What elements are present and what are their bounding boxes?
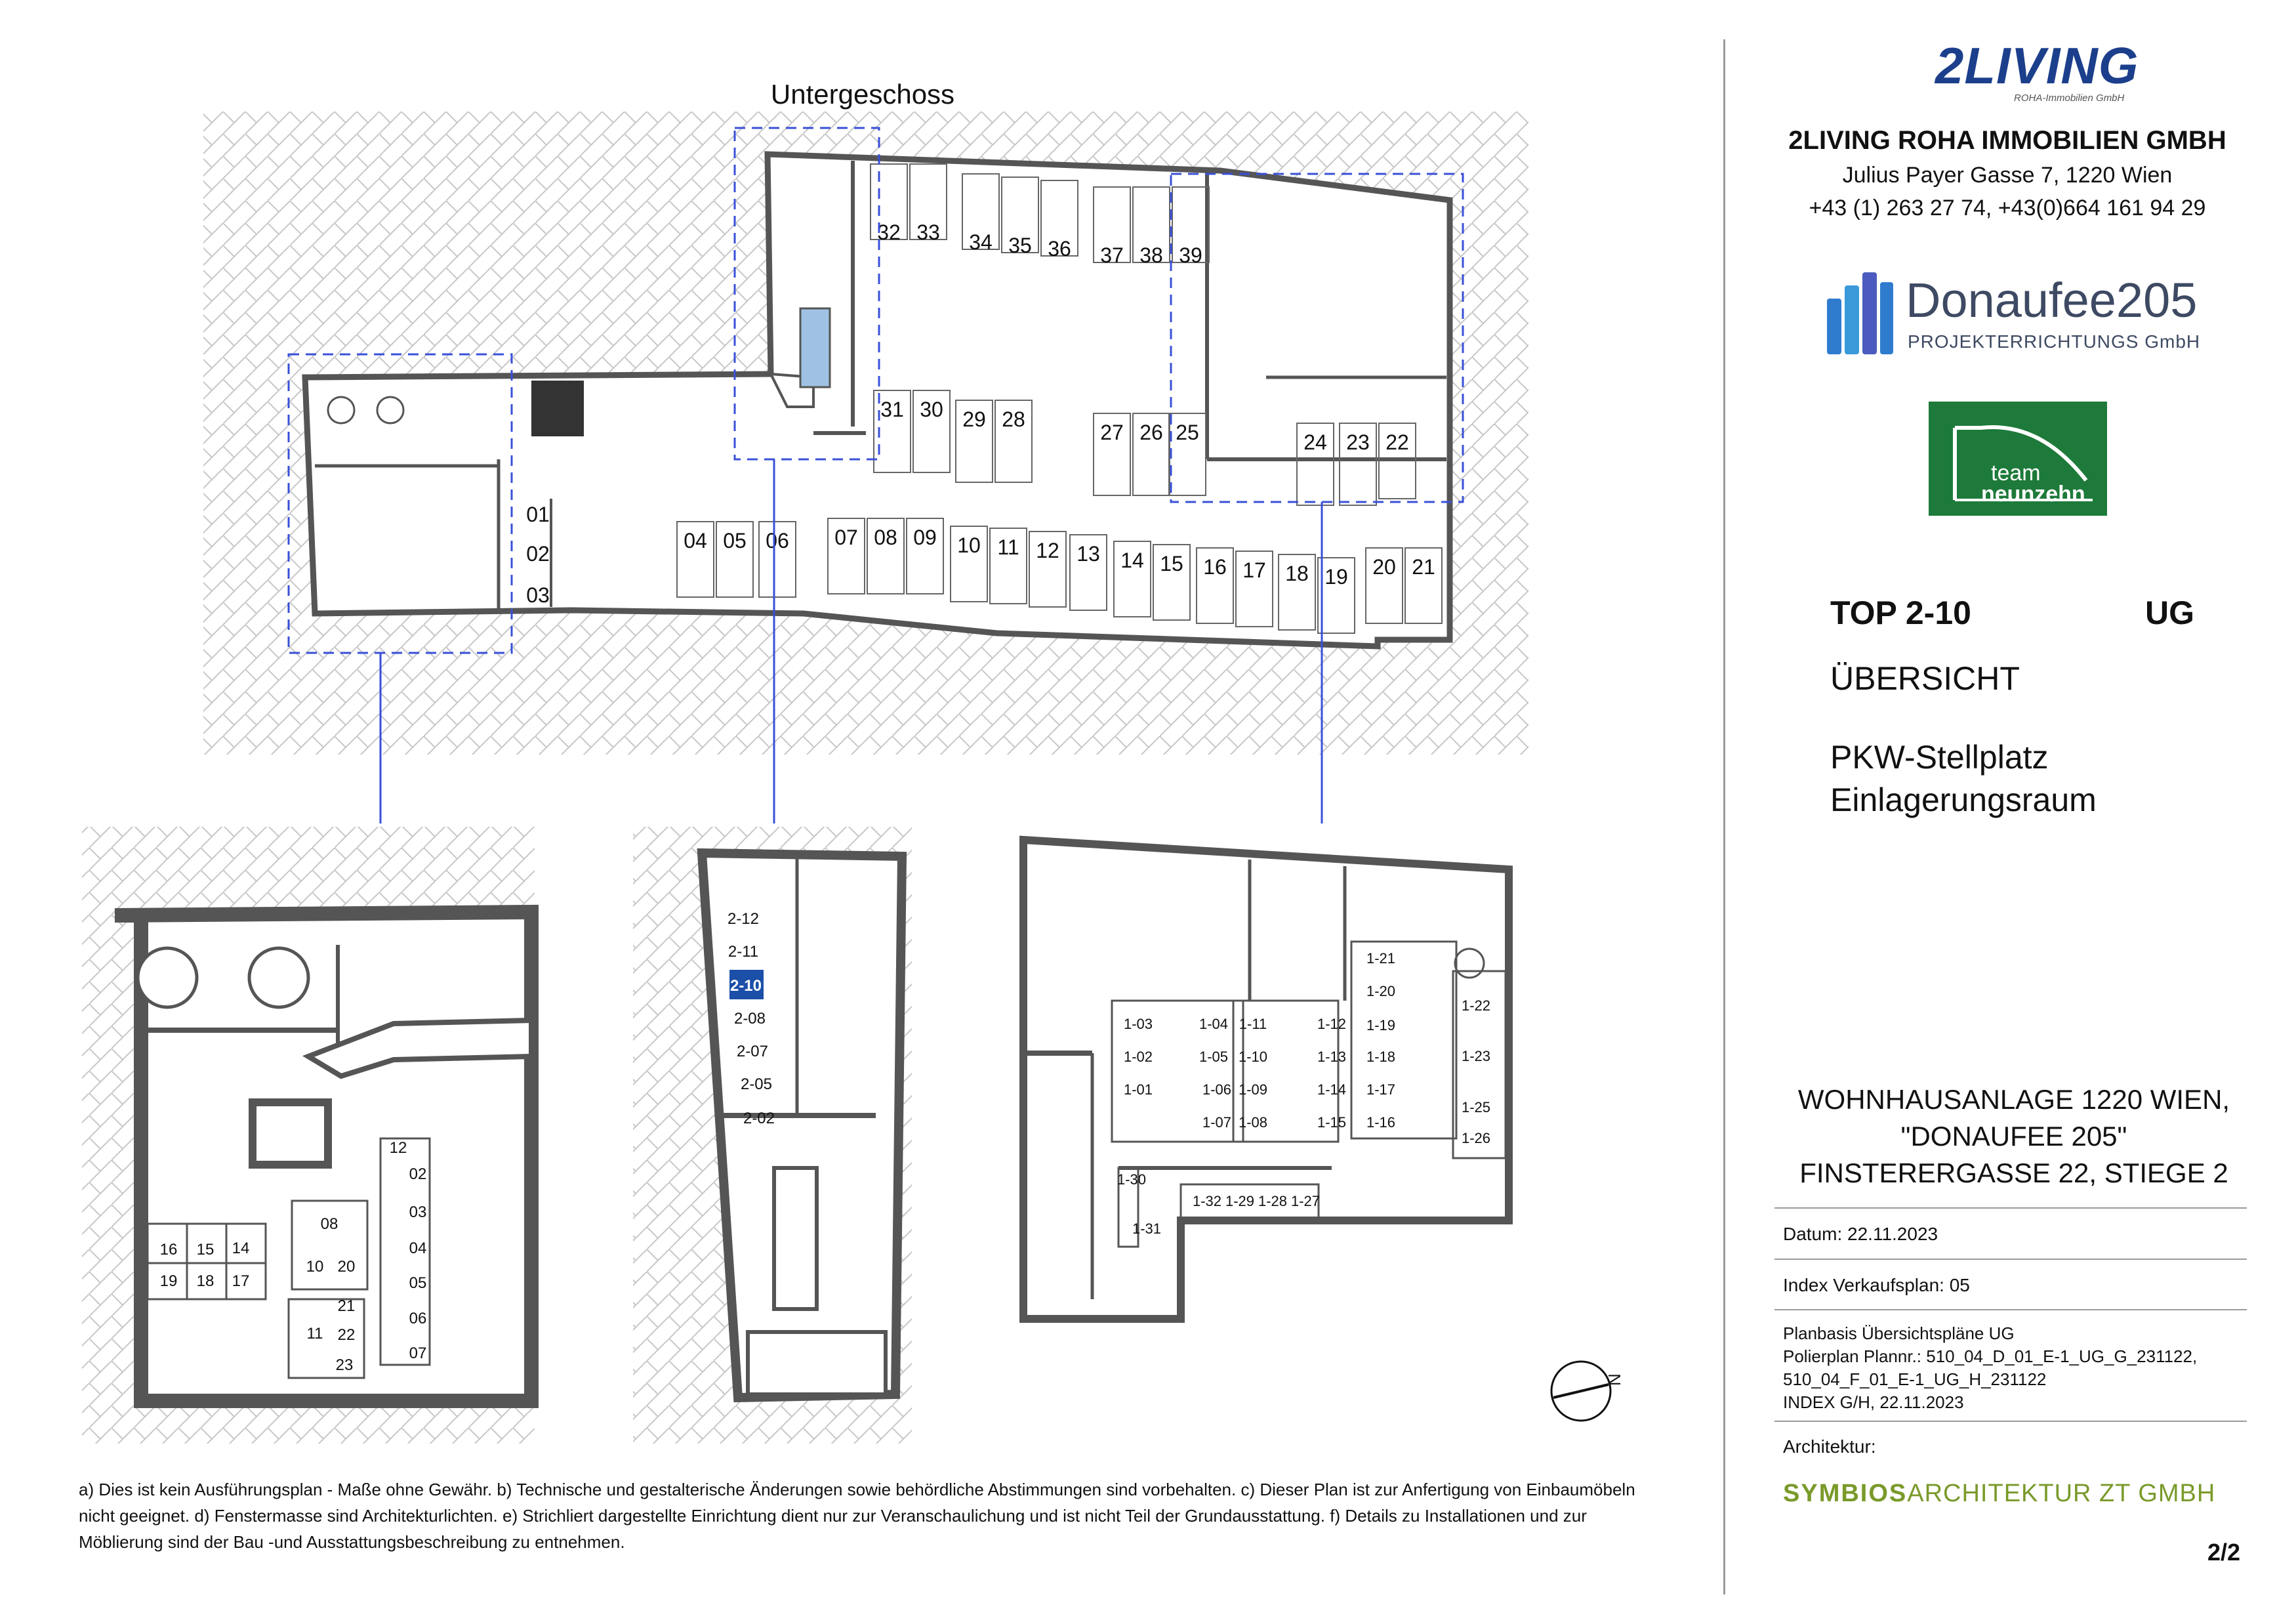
storage-room-label: 1-23 bbox=[1461, 1048, 1491, 1064]
parking-spot-label: 03 bbox=[526, 583, 550, 607]
storage-room-label: 03 bbox=[409, 1203, 427, 1221]
top-label: TOP 2-10 bbox=[1830, 594, 1971, 631]
plan-basis-1: Planbasis Übersichtspläne UG bbox=[1783, 1323, 2015, 1343]
parking-spot-label: 09 bbox=[913, 526, 937, 549]
parking-spot-label: 28 bbox=[1002, 407, 1025, 431]
parking-spot-label: 32 bbox=[877, 220, 901, 244]
parking-spot-label: 35 bbox=[1008, 234, 1032, 257]
storage-room-label: 1-27 bbox=[1290, 1193, 1321, 1209]
company-name: 2LIVING ROHA IMMOBILIEN GMBH bbox=[1788, 126, 2226, 155]
storage-room-label: 14 bbox=[232, 1239, 250, 1257]
parking-spot-label: 05 bbox=[723, 529, 747, 552]
parking-spot-label: 37 bbox=[1100, 243, 1124, 267]
storage-room-label: 1-14 bbox=[1317, 1081, 1347, 1098]
storage-room-label: 1-29 bbox=[1225, 1193, 1255, 1209]
storage-room-label: 19 bbox=[159, 1272, 178, 1290]
parking-spot-label: 31 bbox=[880, 398, 904, 421]
storage-room-label: 21 bbox=[337, 1297, 356, 1315]
detail-middle bbox=[633, 827, 912, 1444]
storage-room-label: 17 bbox=[232, 1272, 250, 1290]
storage-room-label: 12 bbox=[389, 1139, 407, 1157]
storage-room-label: 1-20 bbox=[1366, 983, 1396, 999]
storage-room-label: 1-31 bbox=[1132, 1220, 1162, 1237]
project-line-2: "DONAUFEE 205" bbox=[1900, 1121, 2127, 1152]
logo-2living-tag: ROHA-Immobilien GmbH bbox=[2014, 93, 2125, 104]
storage-room-label: 1-04 bbox=[1199, 1016, 1229, 1032]
parking-spot-label: 06 bbox=[766, 529, 789, 552]
footnote: a) Dies ist kein Ausführungsplan - Maße ohne Gewähr. b) Technische und gestalterische Änderungen sowie behördliche Abstimmungen sind vorbehalten. c) Dieser Plan ist zur Anfertigung von Einbaumöbeln nicht geeignet. d) Fenstermasse sind Architekturlichten. e) Strichliert dargestellte Einrichtung dient nur zur Veranschaulichung und ist nicht Teil der Grundausstattung. f) Details zu Installationen und zur Möblierung sind der Bau -und Ausstattungsbeschreibung zu entnehmen. bbox=[79, 1480, 1635, 1552]
storage-room-label: 20 bbox=[337, 1258, 356, 1276]
parking-spot-label: 29 bbox=[962, 407, 986, 431]
storage-room-label: 1-30 bbox=[1117, 1171, 1147, 1188]
storage-room-label: 1-11 bbox=[1239, 1016, 1267, 1032]
storage-room-label: 1-18 bbox=[1366, 1049, 1396, 1065]
plan-basis bbox=[1783, 1322, 2197, 1414]
storage-room-label: 1-28 bbox=[1258, 1193, 1288, 1209]
parking-spot-label: 15 bbox=[1160, 552, 1183, 575]
stair-highlight bbox=[800, 308, 830, 387]
parking-spot-label: 11 bbox=[997, 535, 1019, 559]
storage-room-label: 1-08 bbox=[1238, 1114, 1268, 1131]
storage-room-label: 1-05 bbox=[1199, 1049, 1229, 1065]
parking-spot-label: 22 bbox=[1385, 430, 1409, 454]
storage-room-label: 2-05 bbox=[740, 1075, 773, 1093]
donaufee-mark-icon bbox=[1824, 262, 1896, 361]
item-parking: PKW-Stellplatz bbox=[1830, 739, 2049, 776]
parking-spot-label: 13 bbox=[1076, 542, 1100, 566]
storage-room-label: 04 bbox=[409, 1239, 427, 1257]
parking-spot-label: 01 bbox=[526, 503, 550, 526]
shaft bbox=[531, 381, 584, 436]
parking-spot-label: 10 bbox=[957, 533, 981, 557]
storage-room-label: 1-13 bbox=[1317, 1049, 1347, 1065]
storage-room-label: 18 bbox=[196, 1272, 215, 1290]
rule-3 bbox=[1774, 1309, 2247, 1310]
parking-spot-label: 07 bbox=[834, 526, 858, 549]
parking-spot-label: 39 bbox=[1179, 243, 1202, 267]
parking-spot-label: 24 bbox=[1303, 430, 1327, 454]
storage-room-label: 1-17 bbox=[1366, 1081, 1396, 1098]
storage-room-label: 2-02 bbox=[743, 1110, 775, 1127]
storage-room-label: 16 bbox=[159, 1241, 178, 1259]
storage-room-label: 1-15 bbox=[1317, 1114, 1347, 1131]
level-title: Untergeschoss bbox=[770, 79, 955, 110]
logo-2living-text: 2LIVING bbox=[1935, 37, 2139, 94]
storage-room-label: 1-03 bbox=[1123, 1016, 1153, 1032]
parking-spot-label: 20 bbox=[1372, 555, 1396, 579]
storage-room-label: 1-01 bbox=[1123, 1081, 1153, 1098]
level-label: UG bbox=[2145, 594, 2194, 631]
storage-room-label: 1-09 bbox=[1238, 1081, 1268, 1098]
project-line-1: WOHNHAUSANLAGE 1220 WIEN, bbox=[1797, 1084, 2230, 1115]
parking-spot-label: 27 bbox=[1100, 421, 1124, 444]
storage-room-label: 02 bbox=[409, 1165, 427, 1183]
symbios-rest: ARCHITEKTUR ZT GMBH bbox=[1907, 1480, 2216, 1507]
parking-spot-label: 14 bbox=[1120, 549, 1144, 572]
plan-basis-3: 510_04_F_01_E-1_UG_H_231122 bbox=[1783, 1369, 2047, 1389]
sidebar-divider bbox=[1723, 39, 1725, 1594]
detail-right bbox=[1023, 840, 1509, 1319]
parking-spot-label: 16 bbox=[1203, 555, 1227, 579]
parking-spot-label: 38 bbox=[1139, 243, 1163, 267]
item-storage: Einlagerungsraum bbox=[1830, 781, 2097, 818]
storage-room-label: 1-16 bbox=[1366, 1114, 1396, 1131]
storage-room-label: 23 bbox=[335, 1356, 354, 1374]
storage-room-label: 1-07 bbox=[1202, 1114, 1232, 1131]
logo-symbios bbox=[1783, 1480, 2215, 1508]
storage-room-label: 1-19 bbox=[1366, 1017, 1396, 1033]
storage-room-label: 1-26 bbox=[1461, 1130, 1491, 1146]
storage-room-label: 1-25 bbox=[1461, 1099, 1491, 1115]
storage-room-label: 2-08 bbox=[733, 1010, 766, 1028]
plan-basis-2: Polierplan Plannr.: 510_04_D_01_E-1_UG_G_231122, bbox=[1783, 1346, 2198, 1366]
parking-spot-label: 19 bbox=[1324, 565, 1348, 589]
north-label: N bbox=[1605, 1373, 1624, 1386]
storage-room-label: 1-12 bbox=[1317, 1016, 1347, 1032]
project-line-3: FINSTERERGASSE 22, STIEGE 2 bbox=[1799, 1157, 2228, 1188]
donaufee-name: Donaufee205 bbox=[1906, 273, 2198, 327]
plan-basis-4: INDEX G/H, 22.11.2023 bbox=[1783, 1392, 1964, 1412]
parking-spot-label: 02 bbox=[526, 542, 550, 566]
parking-spot-label: 33 bbox=[916, 220, 940, 244]
storage-room-label: 1-10 bbox=[1238, 1049, 1268, 1065]
storage-room-label: 07 bbox=[409, 1344, 427, 1362]
architect-label: Architektur: bbox=[1783, 1436, 1876, 1457]
parking-spot-label: 18 bbox=[1285, 562, 1309, 585]
company-phone: +43 (1) 263 27 74, +43(0)664 161 94 29 bbox=[1809, 196, 2206, 220]
rule-4 bbox=[1774, 1421, 2247, 1422]
team-top-text: team bbox=[1991, 461, 2041, 486]
storage-room-label: 11 bbox=[306, 1325, 323, 1343]
parking-spot-label: 12 bbox=[1036, 539, 1059, 562]
parking-spot-label: 17 bbox=[1242, 558, 1266, 582]
plan-index: Index Verkaufsplan: 05 bbox=[1783, 1275, 1970, 1295]
rule-2 bbox=[1774, 1259, 2247, 1260]
logo-donaufee bbox=[1824, 262, 2217, 361]
storage-room-label: 2-07 bbox=[736, 1043, 769, 1060]
storage-room-label: 22 bbox=[337, 1326, 356, 1344]
logo-team-neunzehn bbox=[1929, 402, 2107, 516]
storage-room-label: 1-32 bbox=[1192, 1193, 1222, 1209]
parking-spot-label: 34 bbox=[969, 230, 993, 254]
parking-spot-label: 21 bbox=[1412, 555, 1435, 579]
storage-room-label: 2-12 bbox=[727, 910, 760, 928]
company-address: Julius Payer Gasse 7, 1220 Wien bbox=[1842, 163, 2173, 188]
storage-room-label: 10 bbox=[306, 1258, 324, 1276]
parking-spot-label: 04 bbox=[684, 529, 707, 552]
parking-spot-label: 23 bbox=[1346, 430, 1370, 454]
detail-left bbox=[82, 827, 535, 1444]
parking-spot-label: 08 bbox=[874, 526, 897, 549]
page-number: 2/2 bbox=[2207, 1539, 2241, 1566]
parking-spot-label: 30 bbox=[920, 398, 943, 421]
storage-room-label: 15 bbox=[196, 1241, 215, 1259]
north-arrow-icon bbox=[1551, 1362, 1624, 1421]
team-bottom-text: neunzehn bbox=[1981, 482, 2085, 507]
plan-date: Datum: 22.11.2023 bbox=[1783, 1224, 1938, 1244]
parking-spot-label: 36 bbox=[1048, 237, 1071, 260]
parking-spot-label: 26 bbox=[1139, 421, 1163, 444]
rule-1 bbox=[1774, 1207, 2247, 1209]
logo-2living bbox=[1935, 36, 2145, 108]
storage-room-label: 1-21 bbox=[1366, 950, 1396, 967]
storage-room-label: 06 bbox=[409, 1310, 427, 1327]
parking-spot-label: 25 bbox=[1176, 421, 1199, 444]
storage-room-label: 1-06 bbox=[1202, 1081, 1232, 1098]
storage-room-label: 05 bbox=[409, 1274, 427, 1292]
symbios-bold: SYMBIOS bbox=[1783, 1480, 1908, 1507]
overview-label: ÜBERSICHT bbox=[1830, 660, 2020, 697]
storage-room-label-highlighted: 2-10 bbox=[729, 977, 762, 995]
storage-room-label: 08 bbox=[320, 1215, 338, 1233]
project-block bbox=[1771, 1081, 2257, 1192]
storage-room-label: 1-22 bbox=[1461, 997, 1491, 1014]
storage-room-label: 2-11 bbox=[728, 943, 759, 961]
storage-room-label: 1-02 bbox=[1123, 1049, 1153, 1065]
donaufee-sub: PROJEKTERRICHTUNGS GmbH bbox=[1908, 331, 2201, 352]
